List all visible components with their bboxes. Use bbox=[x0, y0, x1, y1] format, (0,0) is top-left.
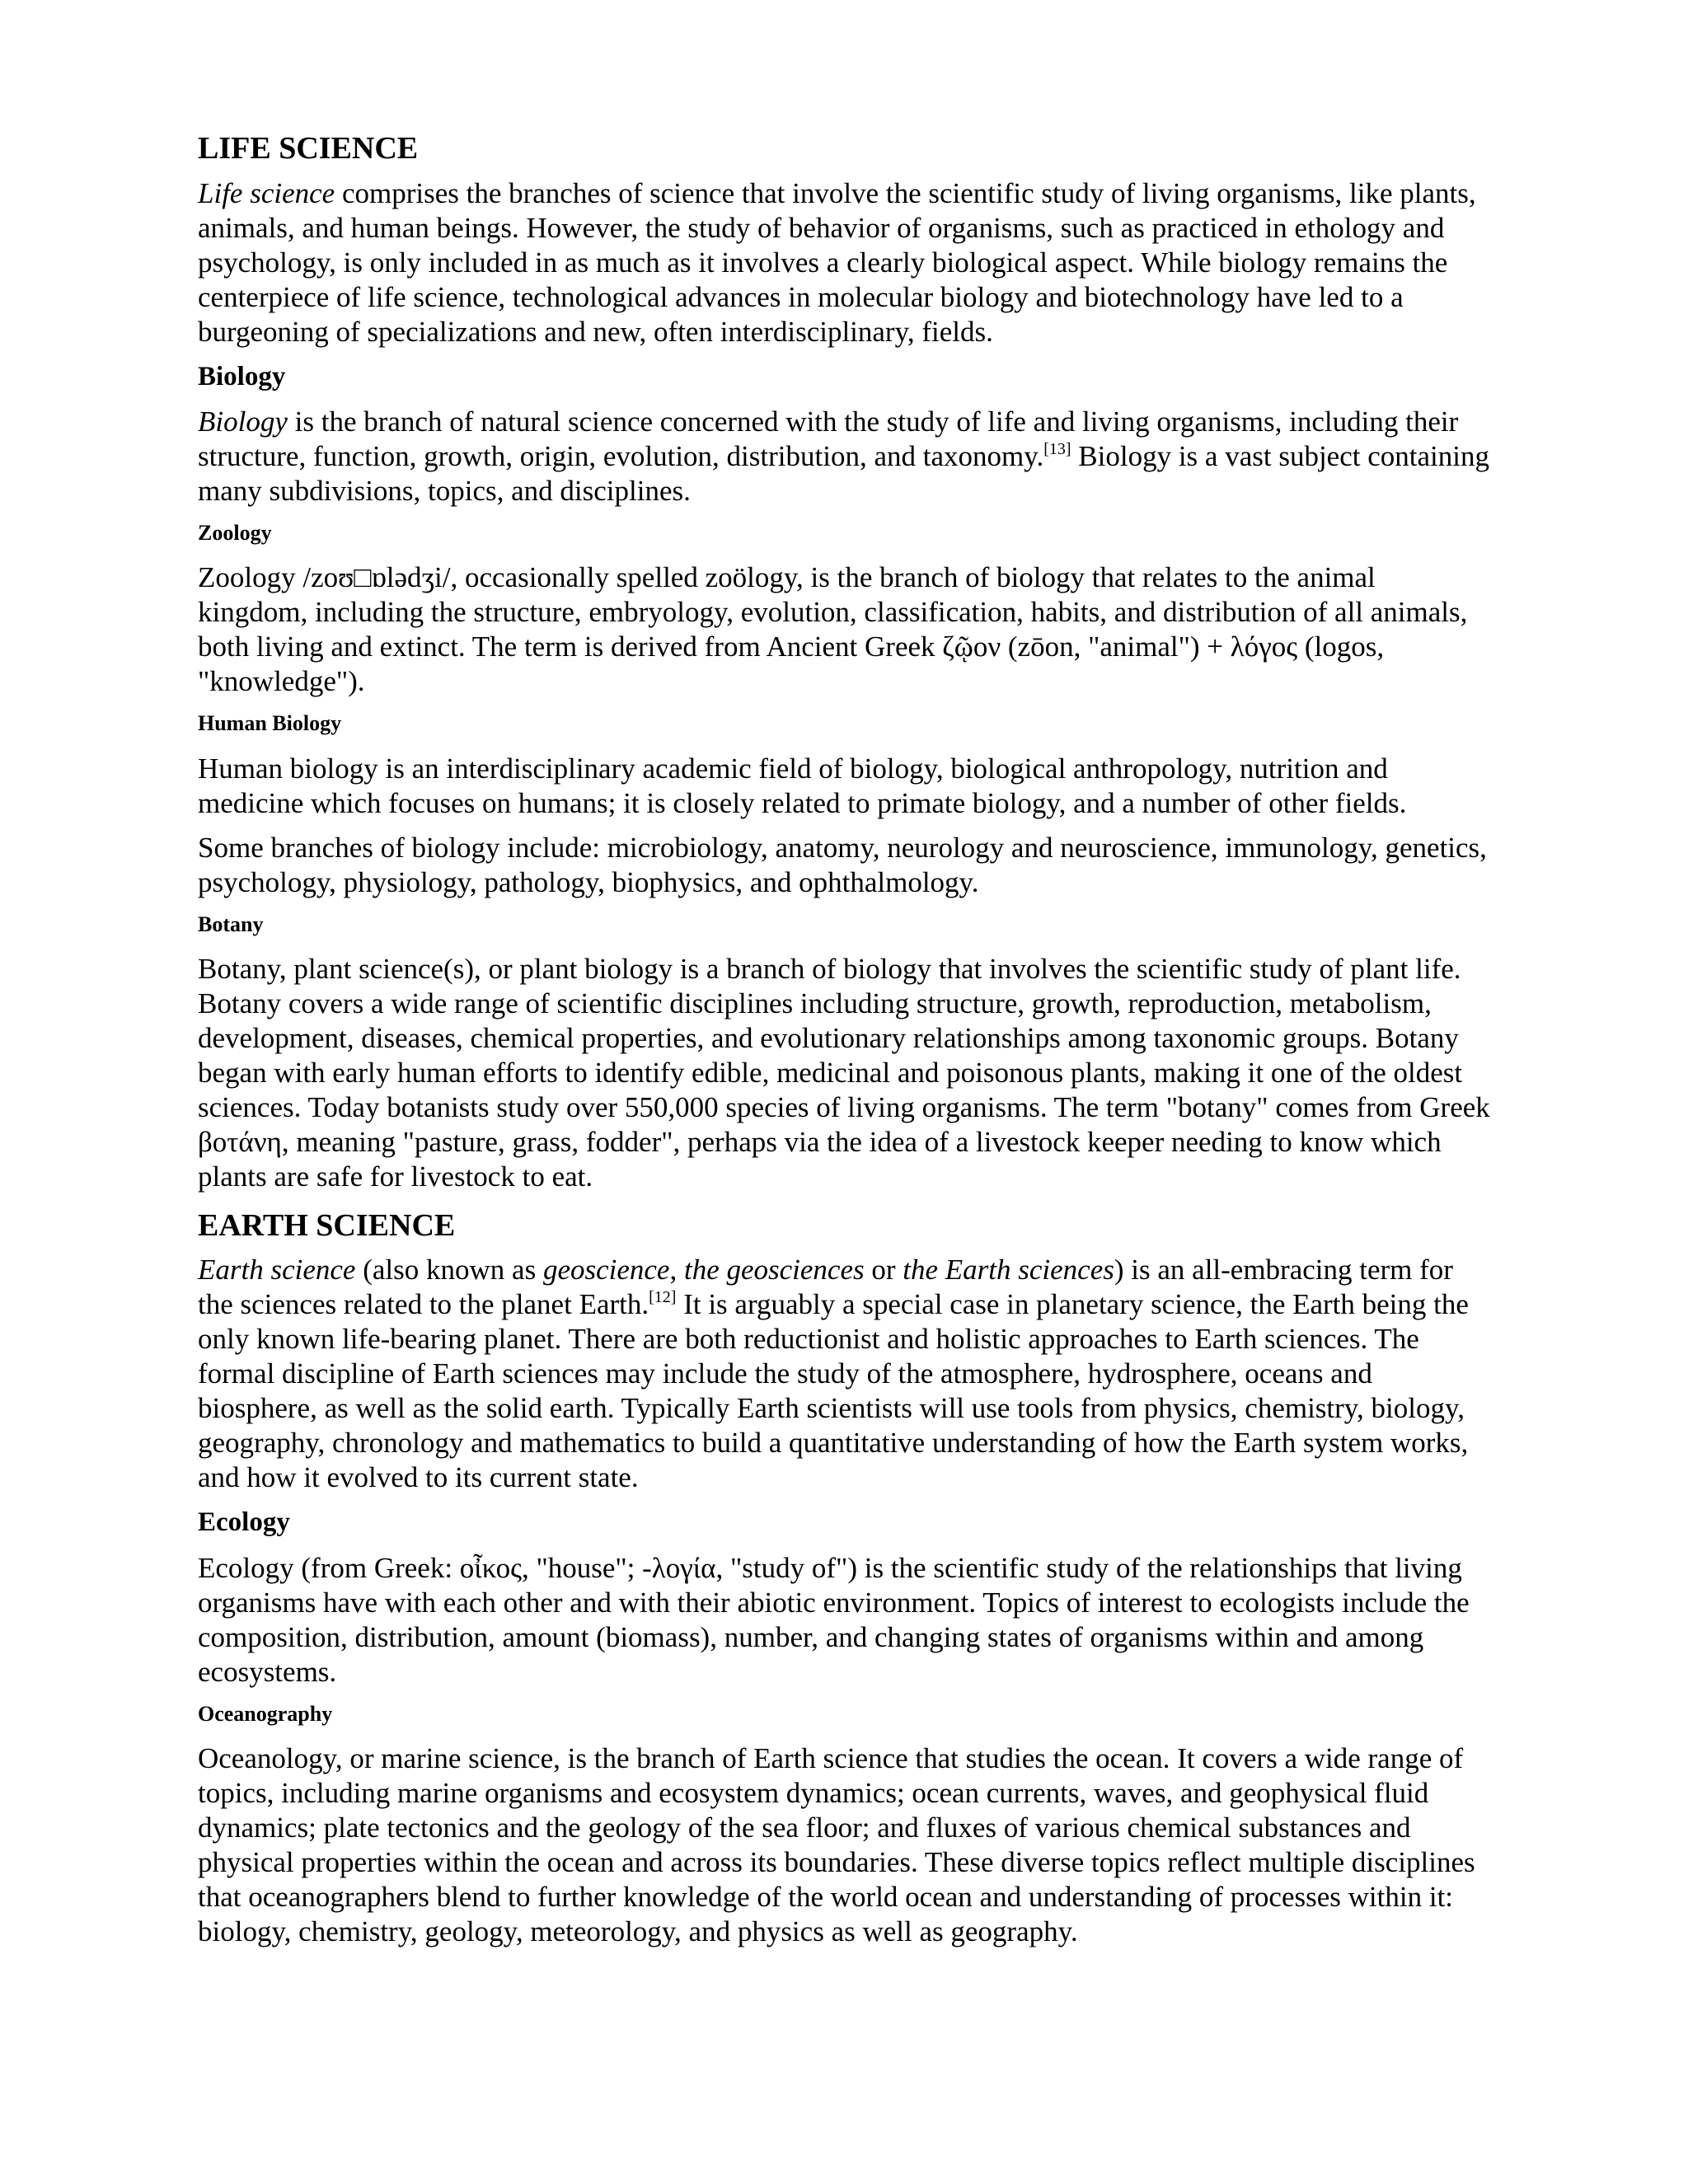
botany-paragraph: Botany, plant science(s), or plant biology is a branch of biology that involves the scientific study of plant life. Botany covers a wide range of scientific disciplines including structure, growth, reproduction, metabolism, development, diseases, chemical properties, and evolutionary relationships among taxonomic groups. Botany began with early human efforts to identify edible, medicinal and poisonous plants, making it one of the oldest sciences. Today botanists study over 550,000 species of living organisms. The term "botany" comes from Greek βοτάνη, meaning "pasture, grass, fodder", perhaps via the idea of a livestock keeper needing to know which plants are safe for livestock to eat. bbox=[198, 952, 1490, 1193]
biology-citation[interactable]: [13] bbox=[1043, 440, 1071, 459]
earth-science-text-2: , bbox=[669, 1254, 684, 1286]
biology-term: Biology bbox=[198, 405, 288, 438]
earth-science-term: Earth science bbox=[198, 1254, 356, 1286]
earth-science-citation[interactable]: [12] bbox=[649, 1288, 677, 1307]
heading-botany: Botany bbox=[198, 912, 264, 936]
oceanography-paragraph: Oceanology, or marine science, is the branch of Earth science that studies the ocean. It covers a wide range of topics, including marine organisms and ecosystem dynamics; ocean currents, waves, and geophysical fluid dynamics; plate tectonics and the geology of the sea floor; and fluxes of various chemical substances and physical properties within the ocean and across its boundaries. These diverse topics reflect multiple disciplines that oceanographers blend to further knowledge of the world ocean and understanding of processes within it: biology, chemistry, geology, meteorology, and physics as well as geography. bbox=[198, 1742, 1475, 1948]
heading-biology: Biology bbox=[198, 361, 286, 391]
biology-paragraph bbox=[198, 405, 1490, 509]
earth-science-alt-3: the Earth sciences bbox=[903, 1254, 1114, 1286]
heading-human-biology: Human Biology bbox=[198, 711, 342, 736]
heading-oceanography: Oceanography bbox=[198, 1701, 333, 1726]
life-science-intro bbox=[198, 176, 1490, 349]
heading-life-science: LIFE SCIENCE bbox=[198, 131, 419, 166]
earth-science-alt-1: geoscience bbox=[542, 1254, 670, 1286]
ecology-paragraph: Ecology (from Greek: οἶκος, "house"; -λογία, "study of") is the scientific study of the relationships that living organisms have with each other and with their abiotic environment. Topics of interest to ecologists include the composition, distribution, amount (biomass), number, and changing states of organisms within and among ecosystems. bbox=[198, 1551, 1470, 1688]
human-biology-paragraph: Human biology is an interdisciplinary academic field of biology, biological anthropology, nutrition and medicine which focuses on humans; it is closely related to primate biology, and a number of other fields. bbox=[198, 752, 1407, 819]
heading-zoology: Zoology bbox=[198, 521, 272, 546]
earth-science-paragraph bbox=[198, 1253, 1490, 1495]
biology-text-a: is the branch of natural science concerned with the study of life and living organisms, including their structure, function, growth, origin, evolution, distribution, and taxonomy. bbox=[198, 405, 1459, 473]
life-science-term: Life science bbox=[198, 176, 335, 209]
heading-ecology: Ecology bbox=[198, 1507, 290, 1538]
zoology-paragraph: Zoology /zoʊ□ɒlədʒi/, occasionally spelled zoölogy, is the branch of biology that relates to the animal kingdom, including the structure, embryology, evolution, classification, habits, and distribution of all animals, both living and extinct. The term is derived from Ancient Greek ζῷον (zōon, "animal") + λόγος (logos, "knowledge"). bbox=[198, 561, 1468, 698]
earth-science-text-5: It is arguably a special case in planetary science, the Earth being the only known life-bearing planet. There are both reductionist and holistic approaches to Earth sciences. The formal discipline of Earth sciences may include the study of the atmosphere, hydrosphere, oceans and biosphere, as well as the solid earth. Typically Earth scientists will use tools from physics, chemistry, biology, geography, chronology and mathematics to build a quantitative understanding of how the Earth system works, and how it evolved to its current state. bbox=[198, 1288, 1469, 1494]
life-science-intro-text: comprises the branches of science that involve the scientific study of living organisms, like plants, animals, and human beings. However, the study of behavior of organisms, such as practiced in ethology and psychology, is only included in as much as it involves a clearly biological aspect. While biology remains the centerpiece of life science, technological advances in molecular biology and biotechnology have led to a burgeoning of specializations and new, often interdisciplinary, fields. bbox=[198, 176, 1476, 348]
earth-science-text-1: (also known as bbox=[355, 1254, 543, 1286]
earth-science-alt-2: the geosciences bbox=[683, 1254, 865, 1286]
earth-science-text-3: or bbox=[864, 1254, 903, 1286]
biology-text-b: Biology is a vast subject containing many subdivisions, topics, and disciplines. bbox=[198, 440, 1489, 508]
earth-science-text-4: ) is an all-embracing term for the sciences related to the planet Earth. bbox=[198, 1254, 1453, 1321]
heading-earth-science: EARTH SCIENCE bbox=[198, 1207, 456, 1243]
biology-branches-paragraph: Some branches of biology include: microbiology, anatomy, neurology and neuroscience, immunology, genetics, psychology, physiology, pathology, biophysics, and ophthalmology. bbox=[198, 831, 1487, 898]
